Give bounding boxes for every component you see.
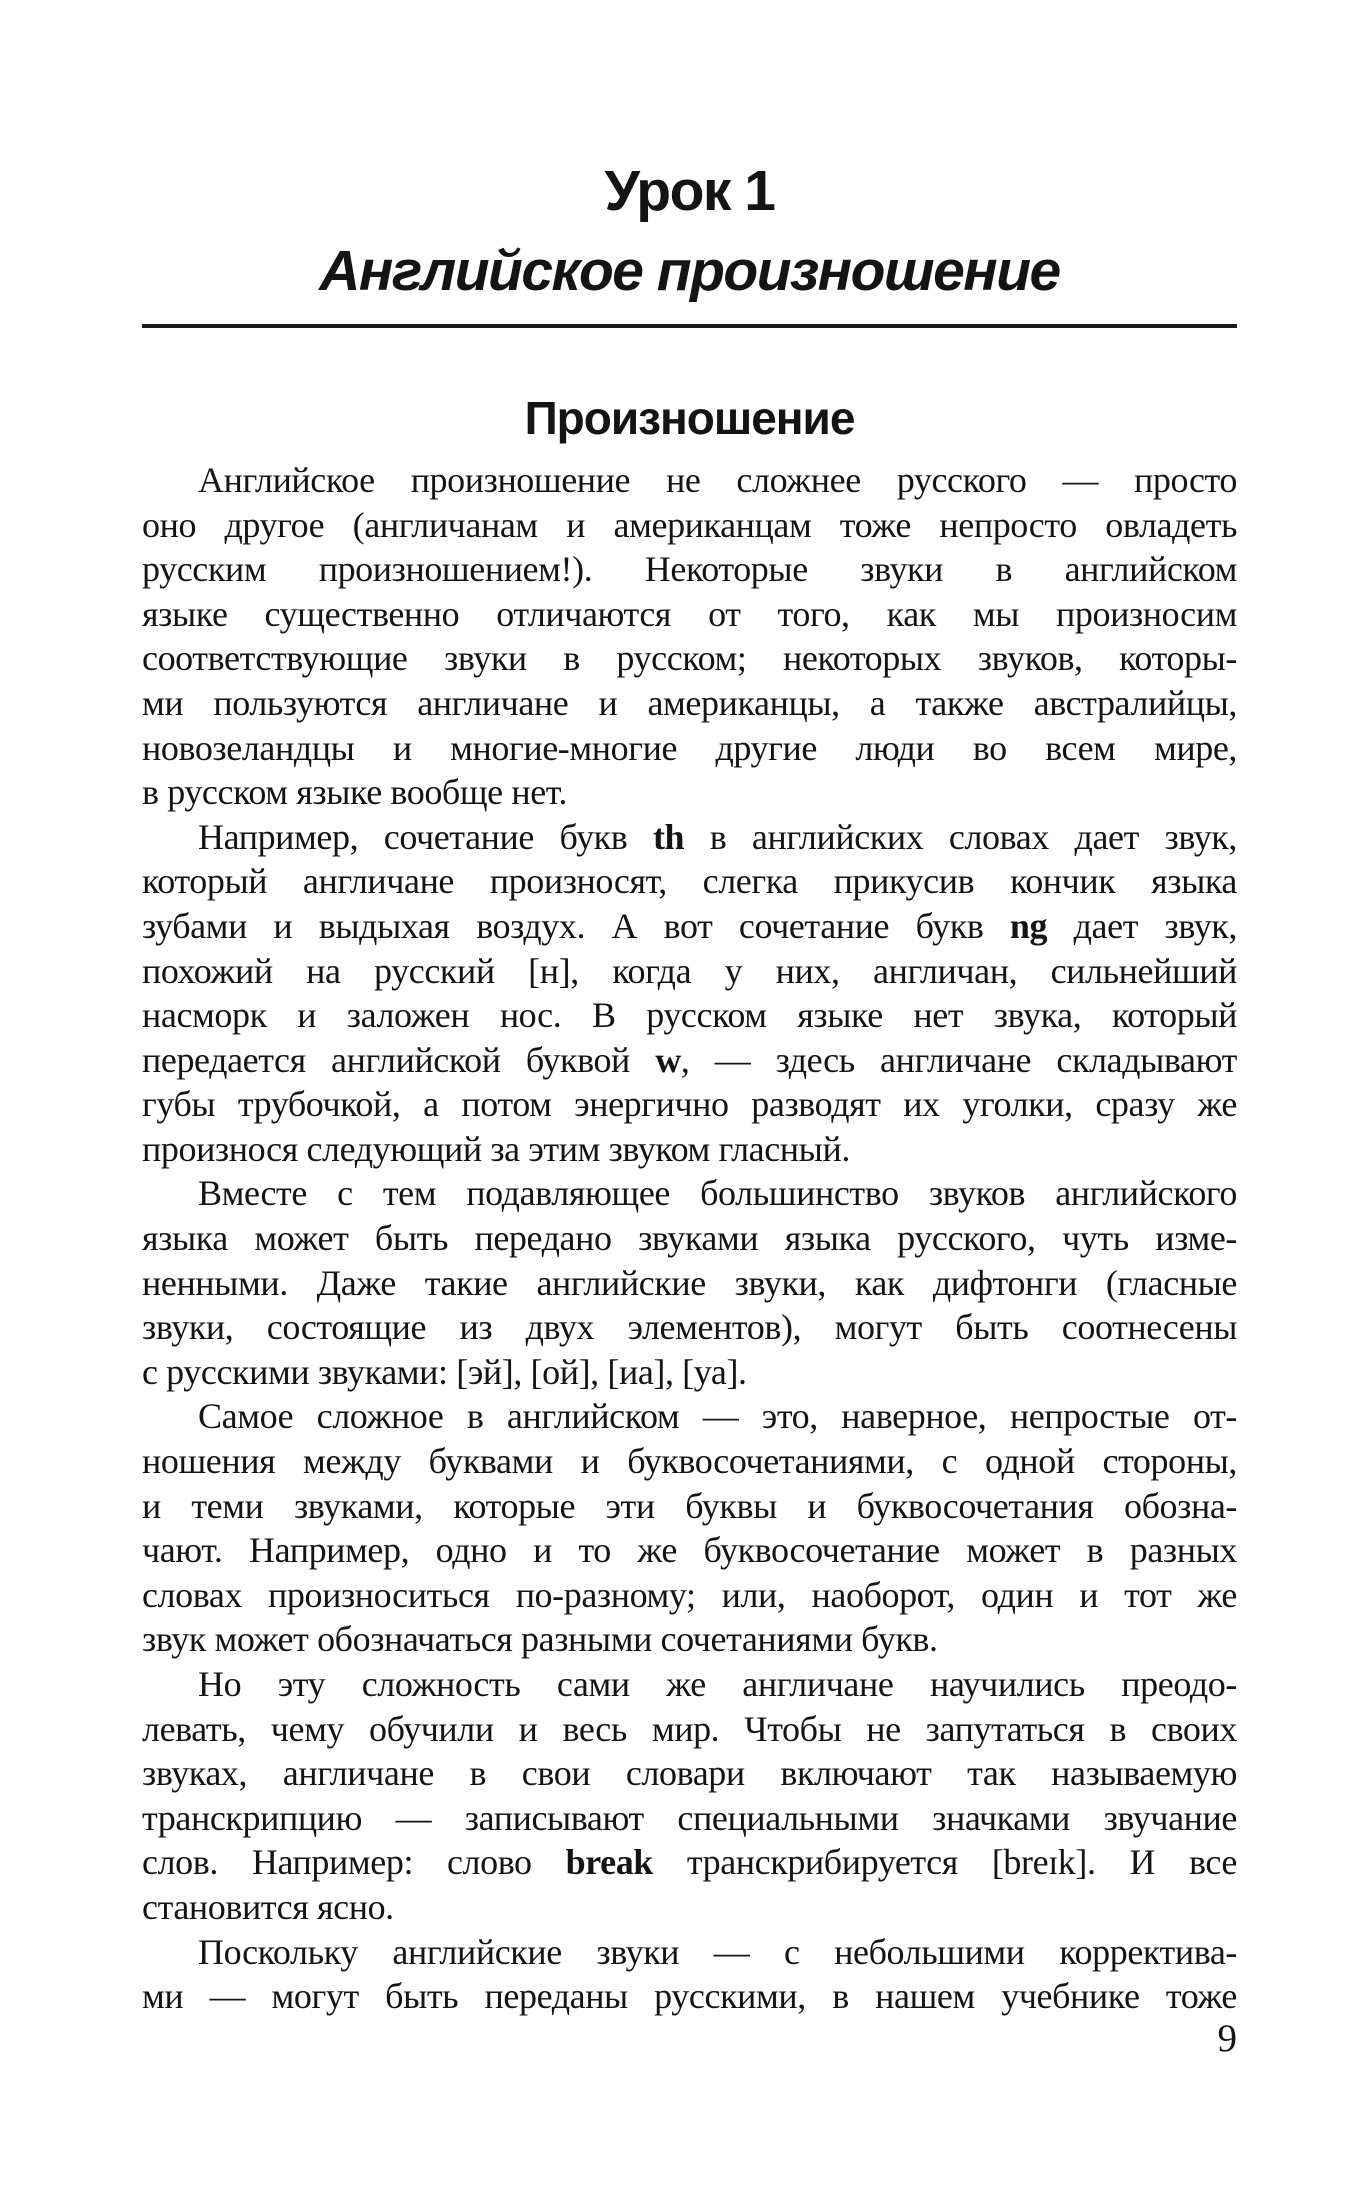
text-line: звук может обозначаться разными сочетаниями букв. [142,1619,938,1660]
lesson-subtitle: Английское произношение [319,238,1060,303]
section-heading: Произношение [524,391,855,444]
text-line: звуках, англичане в свои словари включают так называемую [142,1753,1237,1794]
text-line: ми — могут быть переданы русскими, в нашем учебнике тоже [142,1976,1237,2017]
text-line: соответствующие звуки в русском; некоторых звуков, которы- [142,638,1237,679]
text-line: Поскольку английские звуки — с небольшими корректива- [198,1931,1237,1972]
text-line: транскрипцию — записывают специальными значками звучание [142,1797,1237,1838]
text-line: словах произноситься по-разному; или, наоборот, один и тот же [142,1574,1237,1615]
text-line: передается английской буквой w, — здесь англичане складывают [142,1039,1237,1080]
paragraph [142,458,1237,815]
text-line: языке существенно отличаются от того, как мы произносим [142,593,1237,634]
text-line: оно другое (англичанам и американцам тоже непросто овладеть [142,504,1237,545]
text-line: языка может быть передано звуками языка русского, чуть изме- [142,1218,1237,1259]
body-text [142,458,1237,2019]
paragraph [142,1930,1237,2019]
text-line: Самое сложное в английском — это, наверное, непростые от- [198,1396,1237,1437]
text-line: новозеландцы и многие-многие другие люди во всем мире, [142,727,1237,768]
text-line: с русскими звуками: [эй], [ой], [иа], [уа]. [142,1351,747,1392]
text-line: который англичане произносят, слегка прикусив кончик языка [142,861,1237,902]
text-line: зубами и выдыхая воздух. А вот сочетание букв ng дает звук, [142,905,1237,946]
text-line: ми пользуются англичане и американцы, а также австралийцы, [142,682,1237,723]
paragraph [142,815,1237,1172]
text-line: слов. Например: слово break транскрибируется [breɪk]. И все [142,1842,1237,1883]
text-line: Вместе с тем подавляющее большинство звуков английского [198,1173,1237,1214]
text-line: левать, чему обучили и весь мир. Чтобы не запутаться в своих [142,1708,1237,1749]
paragraph [142,1171,1237,1394]
paragraph [142,1662,1237,1930]
text-line: в русском языке вообще нет. [142,772,568,813]
title-divider [142,324,1237,328]
text-line: Например, сочетание букв th в английских словах дает звук, [198,816,1237,857]
text-line: Но эту сложность сами же англичане научились преодо- [198,1664,1237,1705]
text-line: звуки, состоящие из двух элементов), могут быть соотнесены [142,1307,1237,1348]
text-column [142,0,1237,2019]
page-number: 9 [1217,2017,1237,2060]
text-line: русским произношением!). Некоторые звуки в английском [142,549,1237,590]
text-line: ношения между буквами и буквосочетаниями, с одной стороны, [142,1441,1237,1482]
text-line: чают. Например, одно и то же буквосочетание может в разных [142,1530,1237,1571]
text-line: ненными. Даже такие английские звуки, как дифтонги (гласные [142,1262,1237,1303]
lesson-title: Урок 1 [604,159,775,223]
text-line: Английское произношение не сложнее русского — просто [198,459,1237,500]
text-line: становится ясно. [142,1886,394,1927]
text-line: произнося следующий за этим звуком гласный. [142,1128,850,1169]
text-line: и теми звуками, которые эти буквы и буквосочетания обозна- [142,1485,1237,1526]
text-line: насморк и заложен нос. В русском языке нет звука, который [142,995,1237,1036]
text-line: похожий на русский [н], когда у них, англичан, сильнейший [142,950,1237,991]
text-line: губы трубочкой, а потом энергично разводят их уголки, сразу же [142,1084,1237,1125]
paragraph [142,1394,1237,1662]
